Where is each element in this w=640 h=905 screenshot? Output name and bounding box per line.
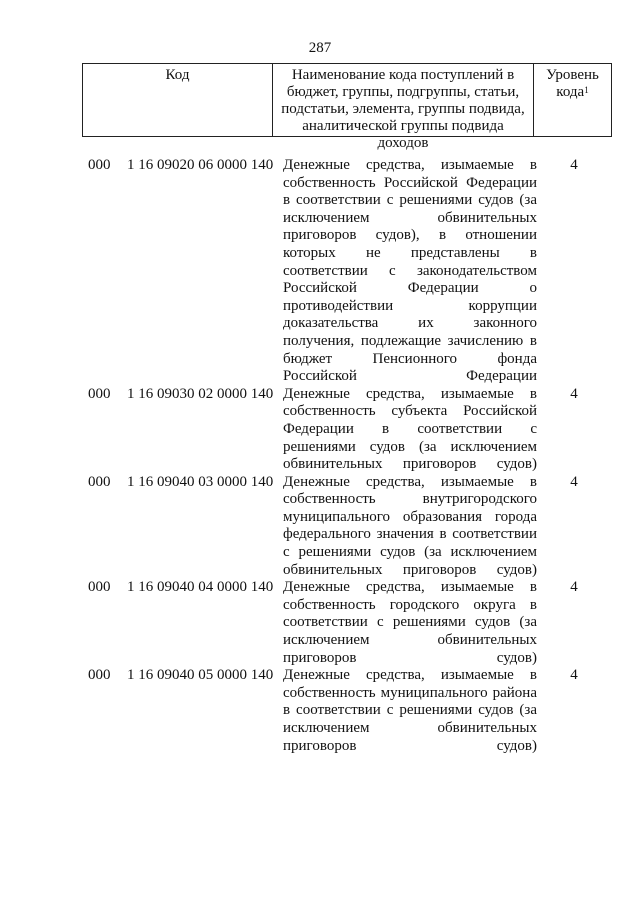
header-code: Код bbox=[83, 64, 273, 136]
row-prefix: 000 bbox=[88, 473, 111, 490]
table-row bbox=[0, 474, 640, 580]
row-prefix: 000 bbox=[88, 579, 111, 596]
table-row bbox=[0, 386, 640, 474]
row-prefix: 000 bbox=[88, 667, 111, 684]
row-level: 4 bbox=[570, 385, 578, 402]
header-level bbox=[534, 64, 611, 136]
table-header bbox=[82, 63, 612, 151]
row-code: 1 16 09030 02 0000 140 bbox=[127, 385, 274, 402]
table-row bbox=[0, 579, 640, 667]
row-prefix: 000 bbox=[88, 157, 111, 173]
header-name: Наименование кода поступлений в бюджет, группы, подгруппы, статьи, подстатьи, элемента, группы подвида, аналитической группы подвида доходов bbox=[273, 64, 534, 136]
row-description: Денежные средства, изымаемые в собственность муниципального района в соответствии с решениями судов (за исключением обвинительных приговоров судов) bbox=[283, 667, 537, 754]
table-row bbox=[0, 667, 640, 755]
row-prefix: 000 bbox=[88, 385, 111, 402]
header-level-label: Уровень кода bbox=[546, 67, 599, 100]
row-level: 4 bbox=[570, 667, 578, 684]
row-level: 4 bbox=[570, 473, 578, 490]
row-code: 1 16 09040 05 0000 140 bbox=[127, 667, 274, 684]
table-row bbox=[0, 157, 640, 386]
header-level-footnote: 1 bbox=[584, 85, 589, 95]
row-level: 4 bbox=[570, 579, 578, 596]
row-description: Денежные средства, изымаемые в собственность внутригородского муниципального образования города федерального значения в соответствии с решениями судов (за исключением обвинительных приговоров судов) bbox=[283, 473, 537, 578]
row-level: 4 bbox=[570, 157, 578, 173]
table-body bbox=[0, 157, 640, 755]
row-code: 1 16 09040 04 0000 140 bbox=[127, 579, 274, 596]
row-code: 1 16 09040 03 0000 140 bbox=[127, 473, 274, 490]
row-description: Денежные средства, изымаемые в собственность Российской Федерации в соответствии с решениями судов (за исключением обвинительных приговоров судов), в отношении которых не представлены в соответствии с законодательством Российской Федерации о противодействии коррупции доказательства их законного получения, подлежащие зачислению в бюджет Пенсионного фонда Российской Федерации bbox=[283, 157, 537, 385]
page-number: 287 bbox=[308, 40, 332, 56]
row-description: Денежные средства, изымаемые в собственность городского округа в соответствии с решениями судов (за исключением обвинительных приговоров судов) bbox=[283, 579, 537, 666]
row-code: 1 16 09020 06 0000 140 bbox=[127, 157, 274, 173]
row-description: Денежные средства, изымаемые в собственность субъекта Российской Федерации в соответствии с решениями судов (за исключением обвинительных приговоров судов) bbox=[283, 385, 537, 473]
